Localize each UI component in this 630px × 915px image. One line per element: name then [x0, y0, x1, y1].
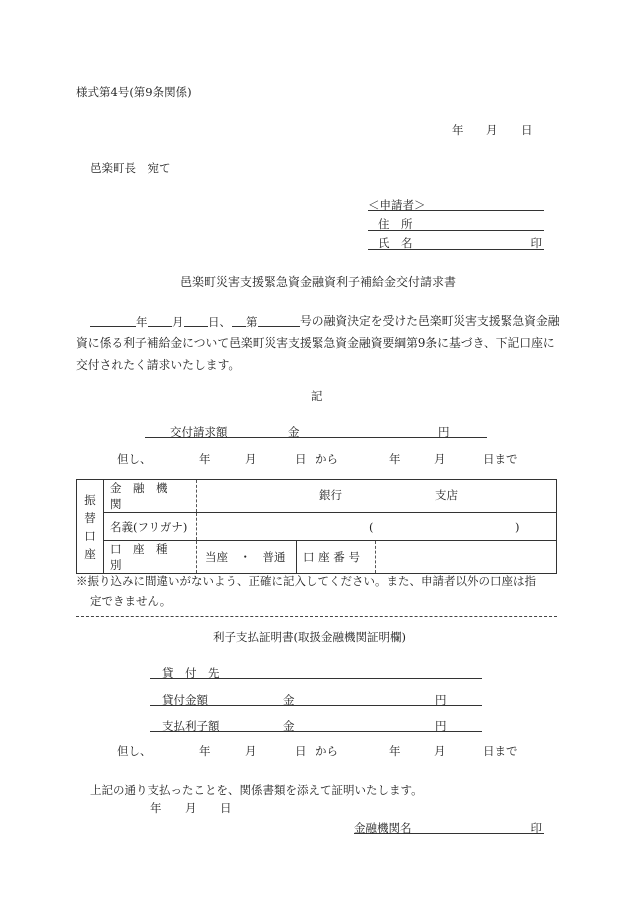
decision-blank-month[interactable] [148, 314, 172, 327]
period2-month2: 月 [434, 744, 446, 758]
account-side-label-2: 口 座 [84, 528, 96, 561]
decision-blank-year[interactable] [90, 314, 136, 327]
cert-month: 月 [185, 801, 197, 815]
decision-month: 月 [172, 315, 184, 329]
interest-line[interactable] [150, 718, 482, 732]
period2-year2: 年 [389, 744, 401, 758]
period2-year: 年 [199, 744, 211, 758]
applicant-name-line[interactable] [368, 235, 544, 250]
period2-tadashi: 但し、 [117, 744, 152, 758]
decision-dai: 第 [246, 315, 258, 329]
header-month: 月 [486, 123, 498, 137]
account-number-field[interactable] [376, 541, 557, 574]
applicant-name-label: 氏 名 [378, 236, 413, 250]
request-amount-kin: 金 [288, 425, 300, 439]
account-type-options[interactable]: 当座 ・ 普通 [197, 541, 297, 574]
cut-line [76, 616, 557, 617]
period1-year: 年 [199, 452, 211, 466]
period1-month2: 月 [434, 452, 446, 466]
branch-suffix: 支店 [435, 488, 458, 502]
paren-close: ) [515, 520, 520, 534]
ki-heading: 記 [311, 389, 323, 403]
period2-kara: から [315, 744, 338, 758]
request-amount-line[interactable] [145, 424, 487, 438]
institution-line[interactable] [354, 820, 544, 834]
period1-year2: 年 [389, 452, 401, 466]
note-line1: ※振り込みに間違いがないよう、正確に記入してください。また、申請者以外の口座は指 [76, 574, 536, 588]
interest-kin: 金 [283, 719, 295, 733]
body-line1-tail: 号の融資決定を受けた邑楽町災害支援緊急資金融 [300, 314, 560, 328]
institution-seal: 印 [530, 821, 542, 835]
paren-open: ( [369, 520, 374, 534]
bank-field[interactable] [197, 480, 557, 513]
period1-month: 月 [245, 452, 257, 466]
bank-label: 金 融 機 関 [104, 480, 197, 513]
account-side-label-1: 振 替 [84, 492, 96, 525]
cert-year: 年 [150, 801, 162, 815]
cert-title: 利子支払証明書(取扱金融機関証明欄) [213, 630, 406, 644]
loan-amount-line[interactable] [150, 692, 482, 706]
holder-name-field[interactable] [197, 513, 557, 541]
decision-day: 日、 [208, 315, 231, 329]
loan-amount-label: 貸付金額 [162, 693, 208, 707]
applicant-address-line[interactable] [368, 216, 544, 231]
loan-amount-yen: 円 [435, 693, 447, 707]
body-line3: 交付されたく請求いたします。 [76, 358, 241, 372]
body-line2: 資に係る利子補給金について邑楽町災害支援緊急資金融資要綱第9条に基づき、下記口座に [76, 336, 555, 350]
period1-kara: から [315, 452, 338, 466]
decision-date-blank[interactable] [90, 314, 300, 327]
applicant-heading-line [368, 197, 544, 211]
account-type-label: 口 座 種 別 [104, 541, 197, 574]
request-amount-yen: 円 [438, 425, 450, 439]
institution-label: 金融機関名 [354, 821, 412, 835]
account-number-label: 口 座 番 号 [297, 541, 376, 574]
applicant-seal: 印 [530, 236, 542, 250]
lender-line[interactable] [150, 665, 482, 679]
period2-day: 日 [295, 744, 307, 758]
applicant-heading: ＜申請者＞ [368, 198, 426, 212]
request-amount-label: 交付請求額 [170, 425, 228, 439]
decision-blank-number[interactable] [258, 314, 300, 327]
decision-blank-no[interactable] [232, 314, 246, 327]
form-number: 様式第4号(第9条関係) [76, 85, 192, 99]
period1-tadashi: 但し、 [117, 452, 152, 466]
applicant-address-label: 住 所 [378, 217, 413, 231]
interest-label: 支払利子額 [162, 719, 220, 733]
addressee: 邑楽町長 宛て [90, 161, 171, 175]
period2-month: 月 [245, 744, 257, 758]
decision-blank-day[interactable] [184, 314, 208, 327]
account-side-label [77, 480, 104, 574]
period1-made: 日まで [483, 452, 518, 466]
decision-year: 年 [136, 315, 148, 329]
account-table [76, 479, 557, 574]
cert-day: 日 [220, 801, 232, 815]
period2-made: 日まで [483, 744, 518, 758]
bank-suffix: 銀行 [319, 488, 342, 502]
interest-yen: 円 [435, 719, 447, 733]
header-day: 日 [521, 123, 533, 137]
cert-statement: 上記の通り支払ったことを、関係書類を添えて証明いたします。 [90, 783, 423, 797]
header-year: 年 [452, 123, 464, 137]
note-line2: 定できません。 [90, 594, 172, 608]
loan-amount-kin: 金 [283, 693, 295, 707]
period1-day: 日 [295, 452, 307, 466]
document-title: 邑楽町災害支援緊急資金融資利子補給金交付請求書 [180, 275, 457, 289]
holder-name-label: 名義(フリガナ) [104, 513, 197, 541]
lender-label: 貸 付 先 [162, 666, 220, 680]
